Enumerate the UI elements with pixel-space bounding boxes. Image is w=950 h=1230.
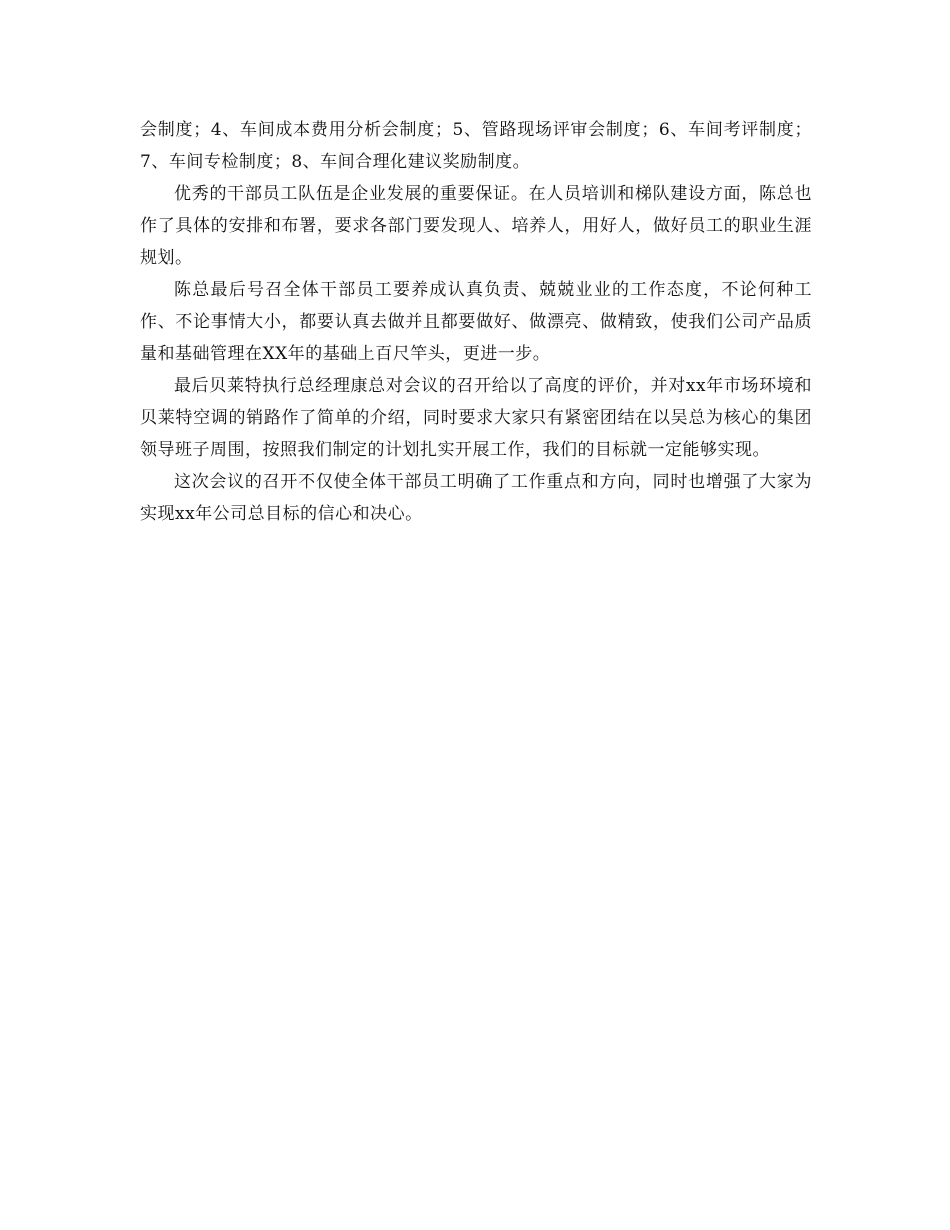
paragraph-work-attitude: 陈总最后号召全体干部员工要养成认真负责、兢兢业业的工作态度，不论何种工作、不论事情大小，都要认真去做并且都要做好、做漂亮、做精致，使我们公司产品质量和基础管理在XX年的基础上百尺竿头，更进一步。 [140,280,812,364]
document-body [140,114,812,530]
paragraph-staff-training: 优秀的干部员工队伍是企业发展的重要保证。在人员培训和梯队建设方面，陈总也作了具体的安排和布署，要求各部门要发现人、培养人，用好人，做好员工的职业生涯规划。 [140,184,812,268]
paragraph-general-manager-remarks: 最后贝莱特执行总经理康总对会议的召开给以了高度的评价，并对xx年市场环境和贝莱特空调的销路作了简单的介绍，同时要求大家只有紧密团结在以吴总为核心的集团领导班子周围，按照我们制定的计划扎实开展工作，我们的目标就一定能够实现。 [140,376,812,460]
paragraph-continued: 会制度；4、车间成本费用分析会制度；5、管路现场评审会制度；6、车间考评制度；7、车间专检制度；8、车间合理化建议奖励制度。 [140,120,812,172]
paragraph-meeting-conclusion: 这次会议的召开不仅使全体干部员工明确了工作重点和方向，同时也增强了大家为实现xx年公司总目标的信心和决心。 [140,472,812,524]
